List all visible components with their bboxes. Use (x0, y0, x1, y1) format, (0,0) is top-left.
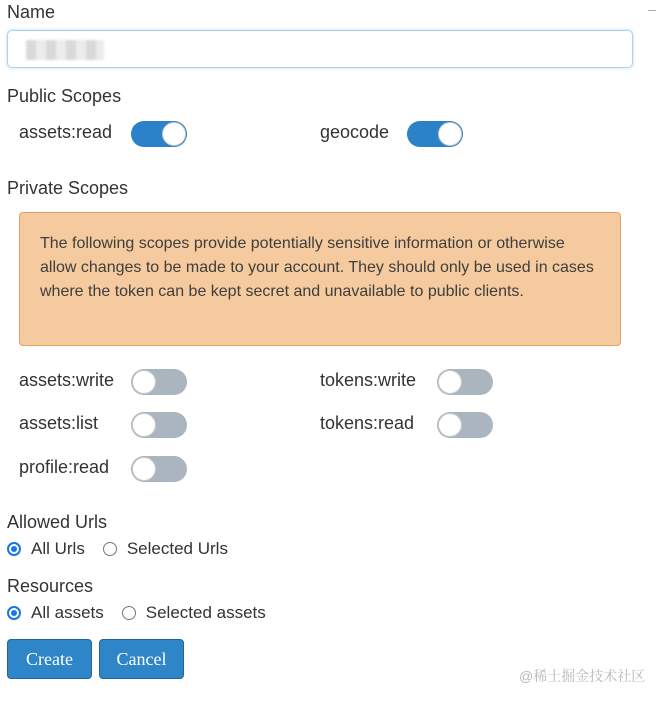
private-scopes-warning: The following scopes provide potentially sensitive information or otherwise allow changes to be made to your account. They should only be used in cases where the token can be kept secret and unavailable to public clients. (19, 212, 621, 346)
name-label: Name (7, 2, 56, 22)
radio-all-urls-label[interactable]: All Urls (31, 539, 85, 558)
toggle-knob (438, 370, 462, 394)
resources-heading: Resources (7, 576, 94, 596)
toggle-assets-write[interactable] (131, 369, 187, 395)
radio-selected-urls-label[interactable]: Selected Urls (126, 539, 228, 558)
toggle-knob (132, 413, 156, 437)
toggle-assets-read[interactable] (131, 121, 187, 147)
scope-label-tokens-write: tokens:write (320, 370, 417, 390)
name-input[interactable] (7, 30, 633, 68)
radio-selected-assets-label[interactable]: Selected assets (145, 603, 266, 622)
radio-selected-assets[interactable] (122, 606, 136, 620)
toggle-profile-read[interactable] (131, 456, 187, 482)
window-minimize-icon (648, 10, 656, 11)
allowed-urls-options (7, 539, 228, 559)
toggle-tokens-read[interactable] (437, 412, 493, 438)
toggle-knob (438, 122, 462, 146)
toggle-geocode[interactable] (407, 121, 463, 147)
toggle-assets-list[interactable] (131, 412, 187, 438)
public-scopes-heading: Public Scopes (7, 86, 122, 106)
radio-all-urls[interactable] (7, 542, 21, 556)
toggle-knob (132, 457, 156, 481)
allowed-urls-heading: Allowed Urls (7, 512, 108, 532)
private-scopes-heading: Private Scopes (7, 178, 129, 198)
scope-label-assets-read: assets:read (19, 122, 113, 142)
scope-label-profile-read: profile:read (19, 457, 110, 477)
radio-all-assets-label[interactable]: All assets (31, 603, 104, 622)
toggle-tokens-write[interactable] (437, 369, 493, 395)
create-button[interactable]: Create (7, 639, 92, 679)
scope-label-assets-list: assets:list (19, 413, 99, 433)
redacted-name-value (26, 40, 104, 60)
cancel-button[interactable]: Cancel (99, 639, 184, 679)
radio-selected-urls[interactable] (103, 542, 117, 556)
scope-label-tokens-read: tokens:read (320, 413, 415, 433)
scope-label-geocode: geocode (320, 122, 390, 142)
toggle-knob (132, 370, 156, 394)
resources-options (7, 603, 266, 623)
toggle-knob (162, 122, 186, 146)
radio-all-assets[interactable] (7, 606, 21, 620)
watermark: @稀土掘金技术社区 (519, 668, 646, 684)
toggle-knob (438, 413, 462, 437)
scope-label-assets-write: assets:write (19, 370, 115, 390)
